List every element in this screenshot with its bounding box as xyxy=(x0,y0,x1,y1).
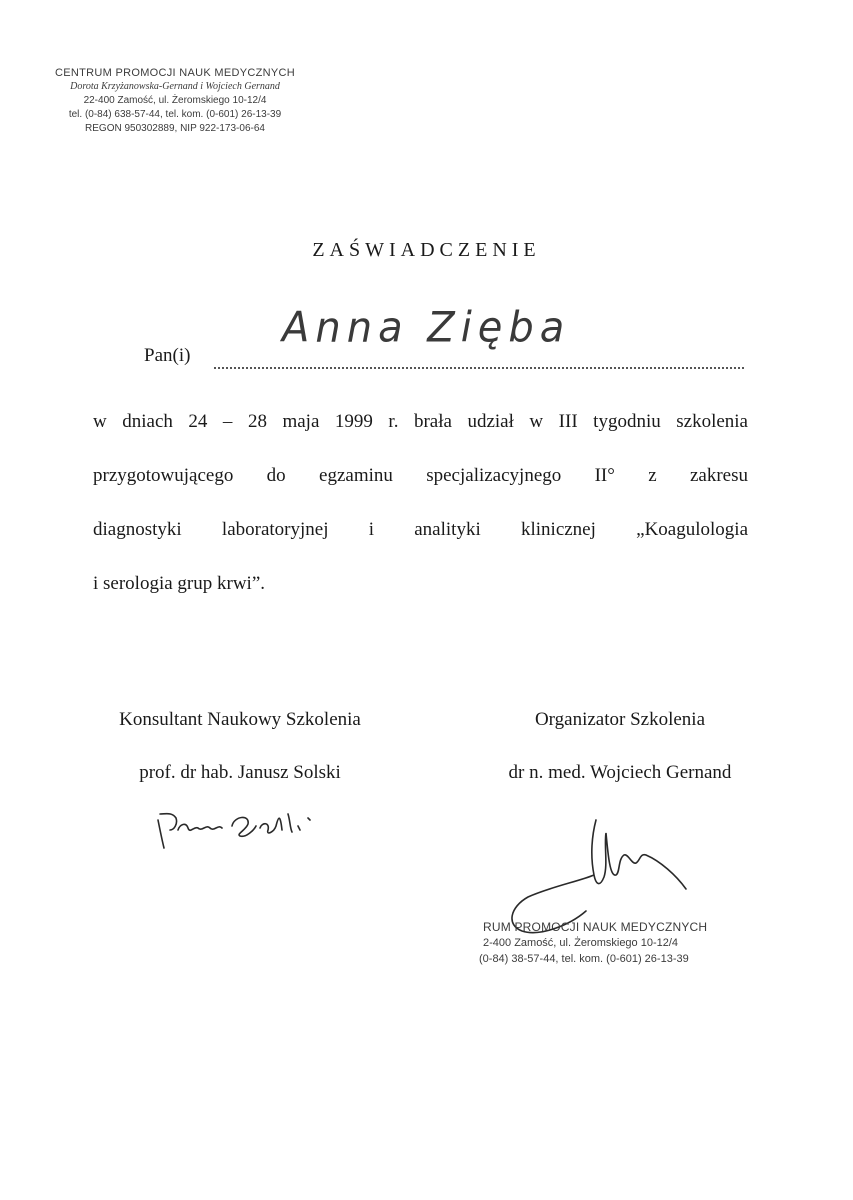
handwritten-signature-left xyxy=(150,800,330,860)
signatory-name: prof. dr hab. Janusz Solski xyxy=(139,762,341,783)
signatory-right xyxy=(430,709,810,784)
handwritten-signature-right xyxy=(500,815,700,935)
body-line: i serologia grup krwi”. xyxy=(93,573,266,594)
signatory-left xyxy=(60,709,420,784)
stamp-address: 22-400 Zamość, ul. Żeromskiego 10-12/4 xyxy=(83,95,267,106)
recipient-row xyxy=(144,303,744,373)
recipient-label: Pan(i) xyxy=(144,345,191,366)
document-title: ZAŚWIADCZENIE xyxy=(312,239,541,261)
footer-stamp-address: 2-400 Zamość, ul. Żeromskiego 10-12/4 xyxy=(483,937,679,949)
body-line: przygotowującego do egzaminu specjalizacyjnego II° z zakresu xyxy=(93,465,748,486)
body-line: diagnostyki laboratoryjnej i analityki klinicznej „Koagulologia xyxy=(93,519,748,540)
certificate-body xyxy=(93,395,748,611)
stamp-owners: Dorota Krzyżanowska-Gernand i Wojciech Gernand xyxy=(70,81,280,92)
stamp-regon-nip: REGON 950302889, NIP 922-173-06-64 xyxy=(85,123,265,134)
organization-stamp-footer xyxy=(475,919,735,967)
signatory-role: Organizator Szkolenia xyxy=(534,709,706,730)
stamp-organization-name: CENTRUM PROMOCJI NAUK MEDYCZNYCH xyxy=(55,67,295,79)
body-line: w dniach 24 – 28 maja 1999 r. brała udział w III tygodniu szkolenia xyxy=(93,411,748,432)
recipient-handwritten-name: Anna Zięba xyxy=(282,303,571,353)
organization-stamp-header xyxy=(40,66,310,136)
footer-stamp-organization: RUM PROMOCJI NAUK MEDYCZNYCH xyxy=(483,920,708,934)
footer-stamp-phone: (0-84) 38-57-44, tel. kom. (0-601) 26-13-39 xyxy=(479,953,689,965)
signatory-role: Konsultant Naukowy Szkolenia xyxy=(119,709,361,730)
signatory-name: dr n. med. Wojciech Gernand xyxy=(508,762,732,783)
stamp-phone: tel. (0-84) 638-57-44, tel. kom. (0-601) 26-13-39 xyxy=(68,109,282,120)
